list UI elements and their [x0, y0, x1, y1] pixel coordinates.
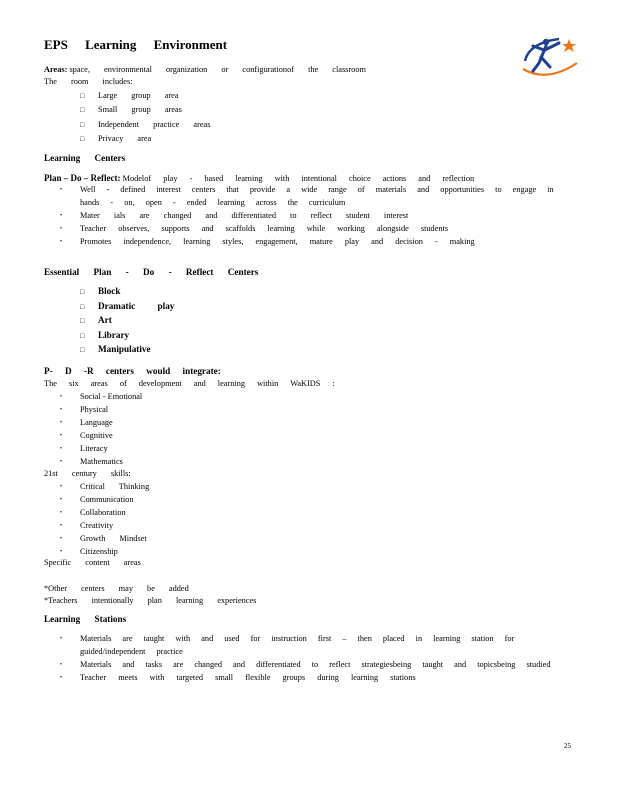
bullet-icon: • — [60, 496, 63, 503]
square-bullet-icon: □ — [80, 106, 85, 115]
bullet-icon: • — [60, 458, 63, 465]
bullet-icon: • — [60, 661, 63, 668]
bullet-icon: • — [60, 432, 63, 439]
skills-list — [60, 481, 149, 558]
areas-list — [80, 89, 210, 147]
square-bullet-icon: □ — [80, 317, 85, 326]
essential-heading: Essential Plan - Do - Reflect Centers — [44, 267, 259, 277]
square-bullet-icon: □ — [80, 346, 85, 355]
bullet-icon: • — [60, 535, 63, 542]
specific-content: Specific content areas — [44, 558, 141, 567]
bullet-icon: • — [60, 238, 63, 245]
note-teachers: *Teachers intentionally plan learning experiences — [44, 596, 257, 605]
areas-line — [44, 64, 366, 76]
list-item: □ Art — [80, 314, 174, 329]
bullet-icon: • — [60, 225, 63, 232]
bullet-icon: • — [60, 548, 63, 555]
list-item: • Teacher observes, supports and scaffolds learning while working alongside students — [60, 223, 560, 236]
bullet-icon: • — [60, 394, 63, 400]
list-item: • Citizenship — [60, 546, 149, 559]
integrate-heading: P- D -R centers would integrate: — [44, 366, 221, 376]
list-item: □ Independent practice areas — [80, 118, 210, 132]
list-item: • Collaboration — [60, 507, 149, 520]
list-item: • Social - Emotional — [60, 391, 142, 404]
list-item: • Mathematics — [60, 456, 142, 469]
bullet-icon: • — [60, 212, 63, 219]
bullet-icon: • — [60, 509, 63, 516]
list-item: • Cognitive — [60, 430, 142, 443]
logo-icon — [519, 33, 581, 83]
areas-text: space, environmental organization or configurationof the classroom — [69, 65, 366, 74]
bullet-icon: • — [60, 636, 63, 642]
list-item: • Creativity — [60, 520, 149, 533]
list-item: • Critical Thinking — [60, 481, 149, 494]
list-item: □ Library — [80, 329, 174, 344]
bullet-icon: • — [60, 484, 63, 490]
development-areas-list — [60, 391, 142, 468]
page-title: EPS Learning Environment — [44, 37, 228, 52]
essential-list — [80, 285, 174, 358]
square-bullet-icon: □ — [80, 120, 85, 129]
bullet-icon: • — [60, 419, 63, 426]
square-bullet-icon: □ — [80, 135, 85, 144]
integrate-intro: The six areas of development and learning within WaKIDS : — [44, 379, 335, 388]
bullet-icon: • — [60, 406, 63, 413]
square-bullet-icon: □ — [80, 92, 85, 100]
list-item: □ Dramatic play — [80, 300, 174, 315]
list-item: • Growth Mindset — [60, 533, 149, 546]
pdr-label: Plan – Do – Reflect: — [44, 173, 121, 183]
list-item: □ Small group areas — [80, 103, 210, 117]
skills-intro: 21st century skills: — [44, 469, 131, 478]
learning-centers-heading: Learning Centers — [44, 153, 126, 163]
list-item: • Materials and tasks are changed and differentiated to reflect strategiesbeing taught and topicsbeing studied — [60, 659, 560, 672]
areas-intro: The room includes: — [44, 77, 133, 86]
bullet-icon: • — [60, 187, 63, 193]
list-item: □ Block — [80, 285, 174, 300]
square-bullet-icon: □ — [80, 288, 85, 296]
list-item: • Well - defined interest centers that provide a wide range of materials and opportunities to engage in hands - on, open - ended learning across the curriculum — [60, 184, 560, 210]
areas-label: Areas: — [44, 65, 68, 74]
list-item: • Communication — [60, 494, 149, 507]
list-item: • Promotes independence, learning styles, engagement, mature play and decision - making — [60, 236, 560, 249]
note-other-centers: *Other centers may be added — [44, 584, 189, 593]
learning-stations-heading: Learning Stations — [44, 614, 127, 624]
list-item: □ Manipulative — [80, 343, 174, 358]
page-number: 25 — [564, 742, 571, 750]
list-item: • Literacy — [60, 443, 142, 456]
bullet-icon: • — [60, 674, 63, 681]
list-item: • Mater ials are changed and differentiated to reflect student interest — [60, 210, 560, 223]
pdr-text: Modelof play - based learning with intentional choice actions and reflection — [122, 174, 475, 183]
list-item: • Language — [60, 417, 142, 430]
bullet-icon: • — [60, 445, 63, 452]
list-item: • Teacher meets with targeted small flexible groups during learning stations — [60, 672, 560, 685]
square-bullet-icon: □ — [80, 331, 85, 340]
bullet-icon: • — [60, 522, 63, 529]
pdr-bullets — [60, 184, 560, 249]
list-item: • Physical — [60, 404, 142, 417]
square-bullet-icon: □ — [80, 302, 85, 311]
list-item: □ Privacy area — [80, 132, 210, 146]
list-item: □ Large group area — [80, 89, 210, 103]
stations-bullets — [60, 633, 560, 685]
list-item: • Materials are taught with and used for instruction first – then placed in learning station for guided/independent practice — [60, 633, 560, 659]
